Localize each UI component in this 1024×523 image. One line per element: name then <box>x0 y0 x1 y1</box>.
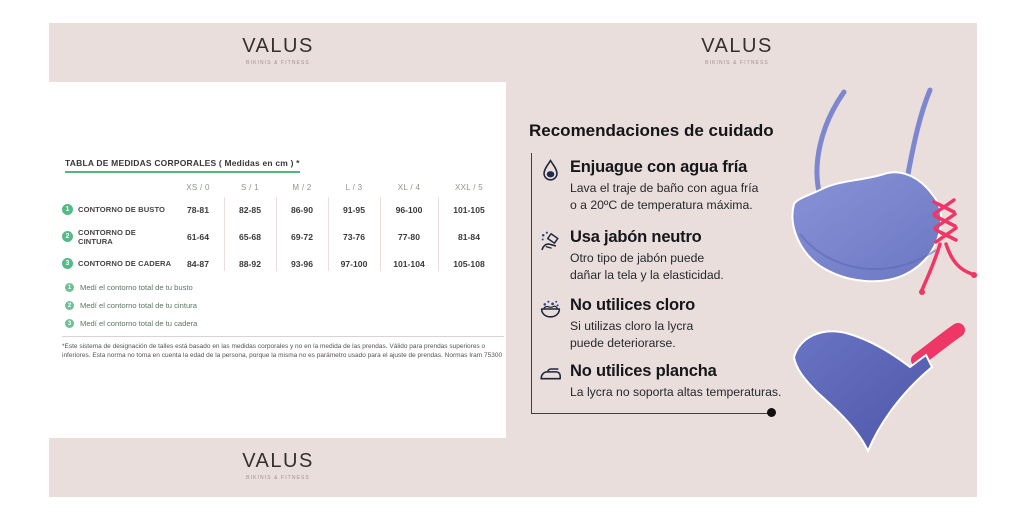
column-divider <box>438 197 439 271</box>
table-cell: 93-96 <box>291 258 313 269</box>
size-column-header: M / 2 <box>292 183 312 192</box>
bikini-top-image <box>788 84 988 299</box>
size-table-title: TABLA DE MEDIDAS CORPORALES ( Medidas en cm ) * <box>65 158 300 173</box>
care-item-desc: Otro tipo de jabón puede dañar la tela y la elasticidad. <box>570 251 724 282</box>
water-drop-icon <box>538 158 563 183</box>
care-item-bleach <box>538 296 695 351</box>
table-cell: 61-64 <box>187 231 209 242</box>
bikini-bottom-image <box>788 305 968 473</box>
brand-name: VALUS <box>701 35 773 57</box>
table-cell: 65-68 <box>239 231 261 242</box>
no-iron-icon <box>538 362 563 387</box>
note-row: 1 Medí el contorno total de tu busto <box>65 283 197 292</box>
measurement-notes <box>65 283 197 337</box>
brand-logo-top-right <box>512 35 962 66</box>
note-number-badge: 3 <box>65 319 74 328</box>
care-item-title: Usa jabón neutro <box>570 228 702 246</box>
table-cell: 101-105 <box>453 204 485 215</box>
care-item-desc: Si utilizas cloro la lycra puede deteriorarse. <box>570 319 694 350</box>
hand-soap-icon <box>538 228 563 253</box>
brand-name: VALUS <box>242 450 314 472</box>
note-number-badge: 2 <box>65 301 74 310</box>
brand-tagline: BIKINIS & FITNESS <box>246 475 310 481</box>
care-bracket-line-horizontal <box>531 413 772 414</box>
care-item-title: No utilices plancha <box>570 362 717 380</box>
care-item-soap <box>538 228 724 283</box>
column-divider <box>224 197 225 271</box>
row-number-badge: 2 <box>62 231 73 242</box>
no-bleach-icon <box>538 296 563 321</box>
footnote-divider <box>62 336 504 337</box>
table-cell: 78-81 <box>187 204 209 215</box>
row-number-badge: 1 <box>62 204 73 215</box>
table-cell: 91-95 <box>343 204 365 215</box>
care-item-rinse <box>538 158 758 213</box>
table-row-label: 2 CONTORNO DE CINTURA <box>62 228 172 246</box>
table-row-label: 1 CONTORNO DE BUSTO <box>62 204 172 215</box>
brand-logo-bottom-left <box>49 450 507 481</box>
note-number-badge: 1 <box>65 283 74 292</box>
size-table-footnote: *Este sistema de designación de talles está basado en las medidas corporales y no en la medida de las prendas. Válido para prendas superiores o inferiores. Esta norma no toma en cuenta la edad de la persona, porque la misma no es parámetro usado para el ajuste de prendas. Normas Iram 75300 <box>62 343 503 359</box>
care-item-title: No utilices cloro <box>570 296 695 314</box>
care-section-title: Recomendaciones de cuidado <box>529 121 774 140</box>
table-cell: 69-72 <box>291 231 313 242</box>
size-column-header: S / 1 <box>241 183 259 192</box>
size-column-header: XS / 0 <box>186 183 210 192</box>
table-cell: 84-87 <box>187 258 209 269</box>
care-bracket-dot <box>767 408 776 417</box>
table-cell: 77-80 <box>398 231 420 242</box>
care-item-desc: La lycra no soporta altas temperaturas. <box>570 385 782 399</box>
size-table <box>62 179 500 277</box>
brand-name: VALUS <box>242 35 314 57</box>
table-cell: 96-100 <box>395 204 423 215</box>
note-row: 3 Medí el contorno total de tu cadera <box>65 319 197 328</box>
table-cell: 86-90 <box>291 204 313 215</box>
brand-logo-top-left <box>49 35 507 66</box>
table-cell: 81-84 <box>458 231 480 242</box>
brand-tagline: BIKINIS & FITNESS <box>705 60 769 66</box>
size-column-header: XXL / 5 <box>454 183 484 192</box>
table-cell: 97-100 <box>340 258 368 269</box>
table-cell: 73-76 <box>343 231 365 242</box>
table-cell: 82-85 <box>239 204 261 215</box>
column-divider <box>380 197 381 271</box>
column-divider <box>276 197 277 271</box>
care-item-iron <box>538 362 781 401</box>
care-item-desc: Lava el traje de baño con agua fría o a 20ºC de temperatura máxima. <box>570 181 759 212</box>
brand-tagline: BIKINIS & FITNESS <box>246 60 310 66</box>
row-number-badge: 3 <box>62 258 73 269</box>
table-cell: 88-92 <box>239 258 261 269</box>
table-cell: 105-108 <box>453 258 485 269</box>
care-bracket-line-vertical <box>531 153 532 413</box>
size-column-header: L / 3 <box>345 183 363 192</box>
size-column-header: XL / 4 <box>397 183 421 192</box>
note-row: 2 Medí el contorno total de tu cintura <box>65 301 197 310</box>
table-cell: 101-104 <box>393 258 425 269</box>
care-item-title: Enjuague con agua fría <box>570 158 748 176</box>
column-divider <box>328 197 329 271</box>
table-row-label: 3 CONTORNO DE CADERA <box>62 258 172 269</box>
